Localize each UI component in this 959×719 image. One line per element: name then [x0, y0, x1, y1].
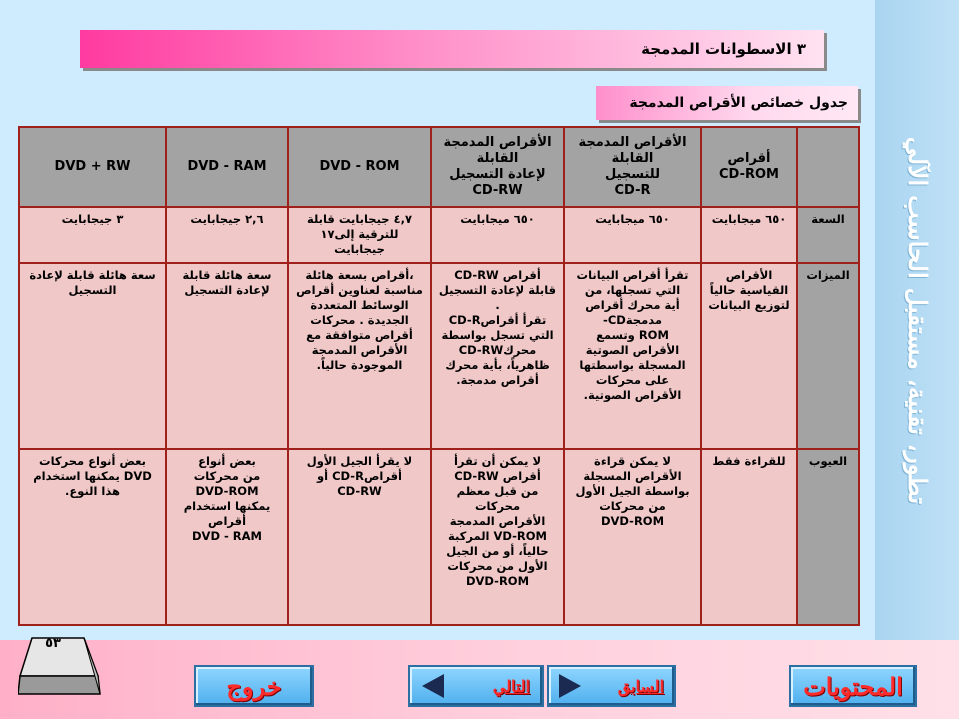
table-cell: ٣ جيجابايت — [19, 207, 166, 263]
side-title — [876, 0, 959, 640]
column-header-dvd-rom: DVD - ROM — [288, 127, 431, 207]
side-title-text: تطور، تقنية، مستقبل الحاسب الآلي — [903, 136, 933, 504]
table-cell: لا يمكن قراءة الأقراص المسجلة بواسطة الجيل الأول من محركات DVD-ROM — [564, 449, 701, 625]
contents-button[interactable] — [789, 665, 917, 707]
table-cell: بعض أنواع من محركات DVD-ROM يمكنها استخدام أقراص DVD - RAM — [166, 449, 288, 625]
table-cell: الأقراص القياسية حالياً لتوزيع البيانات — [701, 263, 797, 449]
column-header-dvd-plus-rw: DVD + RW — [19, 127, 166, 207]
table-cell: لا يقرأ الجيل الأول أقراصCD-R أو CD-RW — [288, 449, 431, 625]
arrow-right-icon — [559, 674, 581, 698]
table-cell: للقراءة فقط — [701, 449, 797, 625]
exit-button[interactable] — [194, 665, 314, 707]
page-number: ٥٣ — [45, 636, 61, 651]
header-bar — [80, 30, 824, 68]
row-header-drawbacks: العيوب — [797, 449, 859, 625]
exit-button-label: خروج — [226, 671, 282, 701]
arrow-left-icon — [422, 674, 444, 698]
table-cell: لا يمكن أن تقرأ أقراص CD-RW من قبل معظم محركات الأقراص المدمجة VD-ROM المركبة حالياً، أو من الجيل الأول من محركات DVD-ROM — [431, 449, 564, 625]
table-cell: ،أقراص بسعة هائلة مناسبة لعناوين أقراص الوسائط المتعددة الجديدة . محركات أقراص متوافقة مع الأقراص المدمجة الموجودة حالياً. — [288, 263, 431, 449]
table-cell: بعض أنواع محركات DVD يمكنها استخدام هذا النوع. — [19, 449, 166, 625]
column-header-cd-rw: الأقراص المدمجة القابلة لإعادة التسجيل CD-RW — [431, 127, 564, 207]
table-cell: أقراص CD-RW قابلة لإعادة التسجيل . تقرأ أقراصCD-R التي تسجل بواسطة محركCD-RW ظاهرياً، بأية محرك أقراص مدمجة. — [431, 263, 564, 449]
corner-cell — [797, 127, 859, 207]
column-header-dvd-ram: DVD - RAM — [166, 127, 288, 207]
table-cell: سعة هائلة قابلة لإعادة التسجيل — [166, 263, 288, 449]
previous-button[interactable] — [547, 665, 676, 707]
page-title: ٣ الاسطوانات المدمجة — [641, 40, 806, 58]
table-cell: ٦٥٠ ميجابايت — [431, 207, 564, 263]
column-header-cd-r: الأقراص المدمجة القابلة للتسجيل CD-R — [564, 127, 701, 207]
previous-button-label: السابق — [617, 676, 664, 696]
table-cell: ٤,٧ جيجابايت قابلة للترقية إلى١٧ جيجابايت — [288, 207, 431, 263]
table-cell: سعة هائلة قابلة لإعادة التسجيل — [19, 263, 166, 449]
column-header-cd-rom: أقراص CD-ROM — [701, 127, 797, 207]
next-button[interactable] — [408, 665, 544, 707]
subheader-bar — [596, 86, 858, 120]
row-header-features: الميزات — [797, 263, 859, 449]
row-header-capacity: السعة — [797, 207, 859, 263]
table-cell: ٦٥٠ ميجابايت — [701, 207, 797, 263]
table-cell: ٢,٦ جيجابايت — [166, 207, 288, 263]
next-button-label: التالي — [492, 676, 530, 696]
table-cell: ٦٥٠ ميجابايت — [564, 207, 701, 263]
properties-table — [18, 126, 860, 626]
table-cell: تقرأ أقراص البيانات التي تسجلها، من أية محرك أقراص مدمجةCD- ROM وتسمع الأقراص الصوتية المسجلة بواسطتها على محركات الأقراص الصوتية. — [564, 263, 701, 449]
contents-button-label: المحتويات — [803, 671, 903, 701]
table-title: جدول خصائص الأقراص المدمجة — [629, 95, 848, 111]
